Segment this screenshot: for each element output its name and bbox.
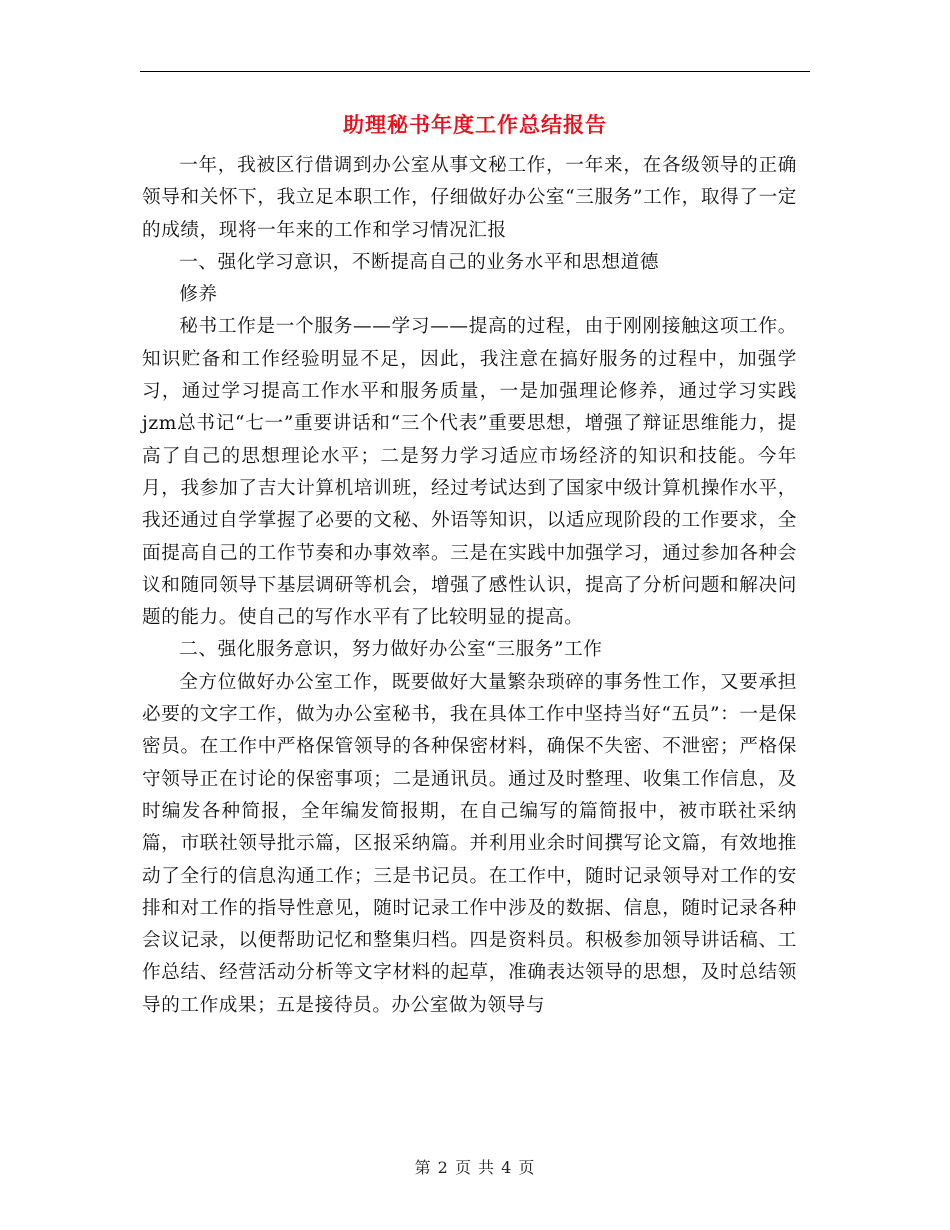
section-1-paragraph: 秘书工作是一个服务——学习——提高的过程，由于刚刚接触这项工作。知识贮备和工作经验明显不足，因此，我注意在搞好服务的过程中，加强学习，通过学习提高工作水平和服务质量，一是加强理论修养，通过学习实践jzm总书记“七一”重要讲话和“三个代表”重要思想，增强了辩证思维能力，提高了自己的思想理论水平；二是努力学习适应市场经济的知识和技能。今年月，我参加了吉大计算机培训班，经过考试达到了国家中级计算机操作水平，我还通过自学掌握了必要的文秘、外语等知识，以适应现阶段的工作要求，全面提高自己的工作节奏和办事效率。三是在实践中加强学习，通过参加各种会议和随同领导下基层调研等机会，增强了感性认识，提高了分析问题和解决问题的能力。使自己的写作水平有了比较明显的提高。: [142, 316, 797, 629]
page-number-footer: 第 2 页 共 4 页: [414, 1158, 536, 1177]
intro-paragraph: 一年，我被区行借调到办公室从事文秘工作，一年来，在各级领导的正确领导和关怀下，我立足本职工作，仔细做好办公室“三服务”工作，取得了一定的成绩，现将一年来的工作和学习情况汇报: [142, 155, 797, 241]
section-2-paragraph: 全方位做好办公室工作，既要做好大量繁杂琐碎的事务性工作，又要承担必要的文字工作，做为办公室秘书，我在具体工作中坚持当好“五员”：一是保密员。在工作中严格保管领导的各种保密材料，确保不失密、不泄密；严格保守领导正在讨论的保密事项；二是通讯员。通过及时整理、收集工作信息，及时编发各种简报，全年编发简报期，在自己编写的篇简报中，被市联社采纳篇，市联社领导批示篇，区报采纳篇。并利用业余时间撰写论文篇，有效地推动了全行的信息沟通工作；三是书记员。在工作中，随时记录领导对工作的安排和对工作的指导性意见，随时记录工作中涉及的数据、信息，随时记录各种会议记录，以便帮助记忆和整集归档。四是资料员。积极参加领导讲话稿、工作总结、经营活动分析等文字材料的起草，准确表达领导的思想，及时总结领导的工作成果；五是接待员。办公室做为领导与: [142, 671, 797, 1016]
document-title: 助理秘书年度工作总结报告: [343, 112, 607, 137]
section-heading-1-continued: 修养: [179, 284, 218, 306]
section-heading-2: 二、强化服务意识，努力做好办公室“三服务”工作: [179, 639, 603, 661]
section-heading-1: 一、强化学习意识，不断提高自己的业务水平和思想道德: [179, 251, 660, 273]
header-rule: [140, 71, 810, 72]
document-body: [142, 150, 797, 1022]
